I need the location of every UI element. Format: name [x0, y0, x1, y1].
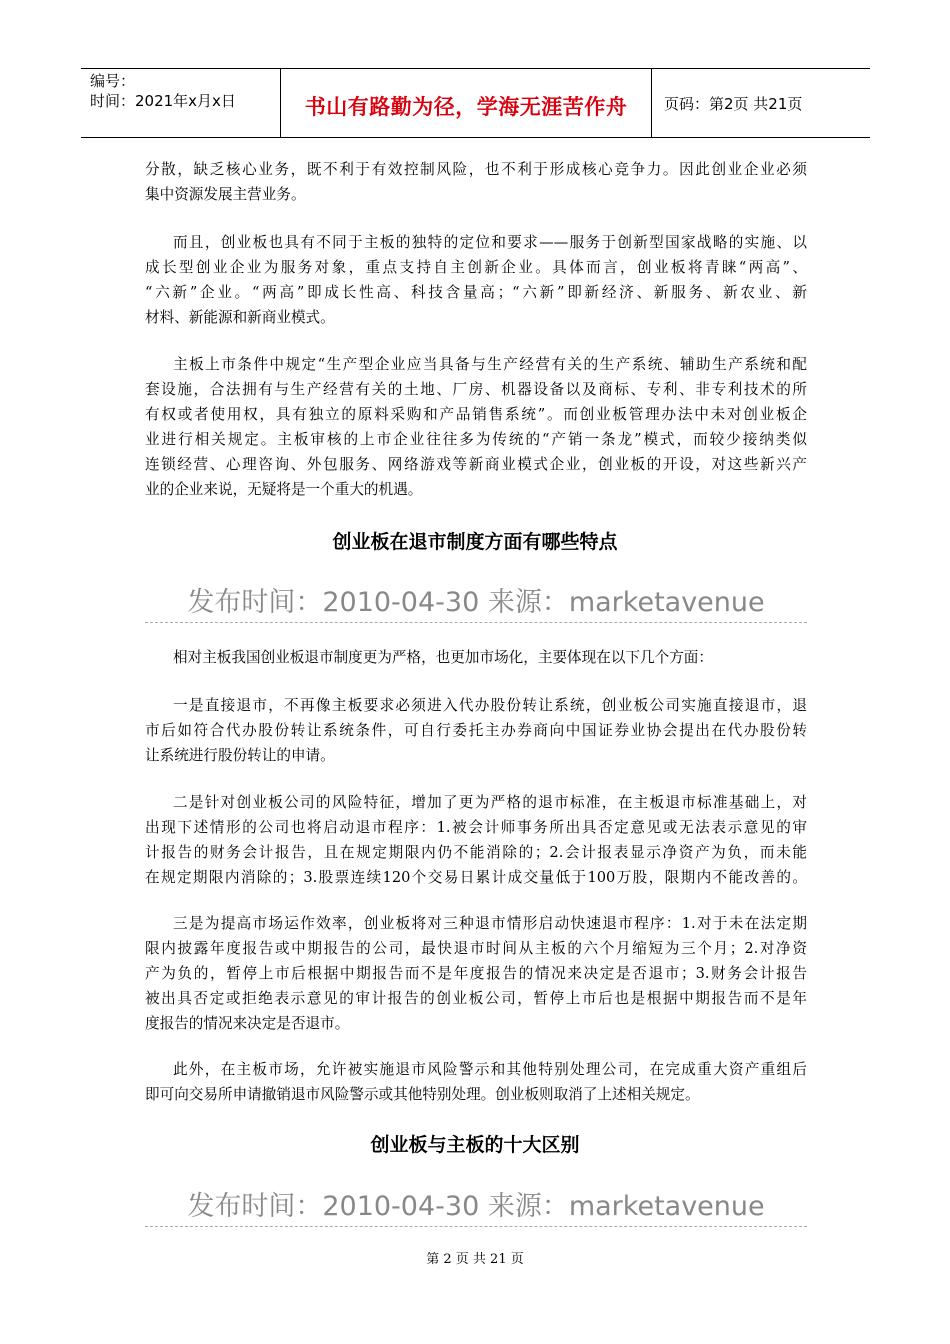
- dashed-divider: [145, 1226, 807, 1227]
- dashed-divider: [145, 622, 807, 623]
- text-line: 材料、新能源和新商业模式。: [145, 309, 335, 326]
- publish-info: 发布时间：2010-04-30 来源：marketavenue: [187, 587, 765, 618]
- text-line: 计报告的财务会计报告，且在规定期限内仍不能消除的；2.会计报表显示净资产为负，而未能: [145, 844, 807, 861]
- text-line: 相对主板我国创业板退市制度更为严格，也更加市场化，主要体现在以下几个方面：: [173, 649, 713, 666]
- header-page-cell: [652, 69, 870, 137]
- section-title-delisting: 创业板在退市制度方面有哪些特点: [332, 531, 618, 553]
- text-line: 连锁经营、心理咨询、外包服务、网络游戏等新商业模式企业，创业板的开设，对这些新兴产: [145, 456, 807, 473]
- header-left-cell: [81, 69, 281, 137]
- header-motto: 书山有路勤为径，学海无涯苦作舟: [304, 95, 628, 119]
- text-line: 此外，在主板市场，允许被实施退市风险警示和其他特别处理公司，在完成重大资产重组后: [173, 1061, 807, 1078]
- text-line: 而且，创业板也具有不同于主板的独特的定位和要求——服务于创新型国家战略的实施、以: [173, 234, 807, 251]
- page-footer: 第 2 页 共 21 页: [426, 1252, 524, 1267]
- document-number-label: 编号：: [90, 72, 136, 90]
- text-line: 业的企业来说，无疑将是一个重大的机遇。: [145, 481, 423, 498]
- text-line: 度报告的情况来决定是否退市。: [145, 1015, 350, 1032]
- page-header: [81, 68, 870, 138]
- publish-info: 发布时间：2010-04-30 来源：marketavenue: [187, 1191, 765, 1222]
- section-title-ten-differences: 创业板与主板的十大区别: [370, 1134, 580, 1156]
- text-line: 套设施，合法拥有与生产经营有关的土地、厂房、机器设备以及商标、专利、非专利技术的所: [145, 381, 807, 398]
- text-line: 被出具否定或拒绝表示意见的审计报告的创业板公司，暂停上市后也是根据中期报告而不是年: [145, 990, 807, 1007]
- text-line: 成长型创业企业为服务对象，重点支持自主创新企业。具体而言，创业板将青睐“两高”、: [145, 259, 807, 276]
- text-line: 出现下述情形的公司也将启动退市程序：1.被会计师事务所出具否定意见或无法表示意见的审: [145, 819, 807, 836]
- text-line: 即可向交易所申请撤销退市风险警示或其他特别处理。创业板则取消了上述相关规定。: [145, 1086, 700, 1103]
- text-line: 在规定期限内消除的；3.股票连续120个交易日累计成交量低于100万股，限期内不能改善的。: [145, 869, 807, 886]
- text-line: 分散，缺乏核心业务，既不利于有效控制风险，也不利于形成核心竞争力。因此创业企业必须: [145, 161, 807, 178]
- text-line: 市后如符合代办股份转让系统条件，可自行委托主办券商向中国证券业协会提出在代办股份转: [145, 722, 807, 739]
- text-line: 限内披露年度报告或中期报告的公司，最快退市时间从主板的六个月缩短为三个月；2.对净资: [145, 940, 807, 957]
- text-line: 有权或者使用权，具有独立的原料采购和产品销售系统”。而创业板管理办法中未对创业板企: [145, 406, 807, 423]
- text-line: 产为负的，暂停上市后根据中期报告而不是年度报告的情况来决定是否退市；3.财务会计报告: [145, 965, 807, 982]
- text-line: 让系统进行股份转让的申请。: [145, 747, 335, 764]
- header-motto-cell: [281, 69, 652, 137]
- text-line: “六新”企业。“两高”即成长性高、科技含量高；“六新”即新经济、新服务、新农业、新: [145, 284, 807, 301]
- text-line: 主板上市条件中规定“生产型企业应当具备与生产经营有关的生产系统、辅助生产系统和配: [173, 356, 807, 373]
- document-date-label: 时间：2021年x月x日: [90, 92, 236, 110]
- text-line: 业进行相关规定。主板审核的上市企业往往多为传统的“产销一条龙”模式，而较少接纳类似: [145, 431, 807, 448]
- text-line: 二是针对创业板公司的风险特征，增加了更为严格的退市标准，在主板退市标准基础上，对: [173, 794, 807, 811]
- text-line: 三是为提高市场运作效率，创业板将对三种退市情形启动快速退市程序：1.对于未在法定期: [173, 915, 807, 932]
- text-line: 集中资源发展主营业务。: [145, 186, 306, 203]
- header-page-info: 页码：第2页 共21页: [664, 95, 803, 113]
- text-line: 一是直接退市，不再像主板要求必须进入代办股份转让系统，创业板公司实施直接退市，退: [173, 697, 807, 714]
